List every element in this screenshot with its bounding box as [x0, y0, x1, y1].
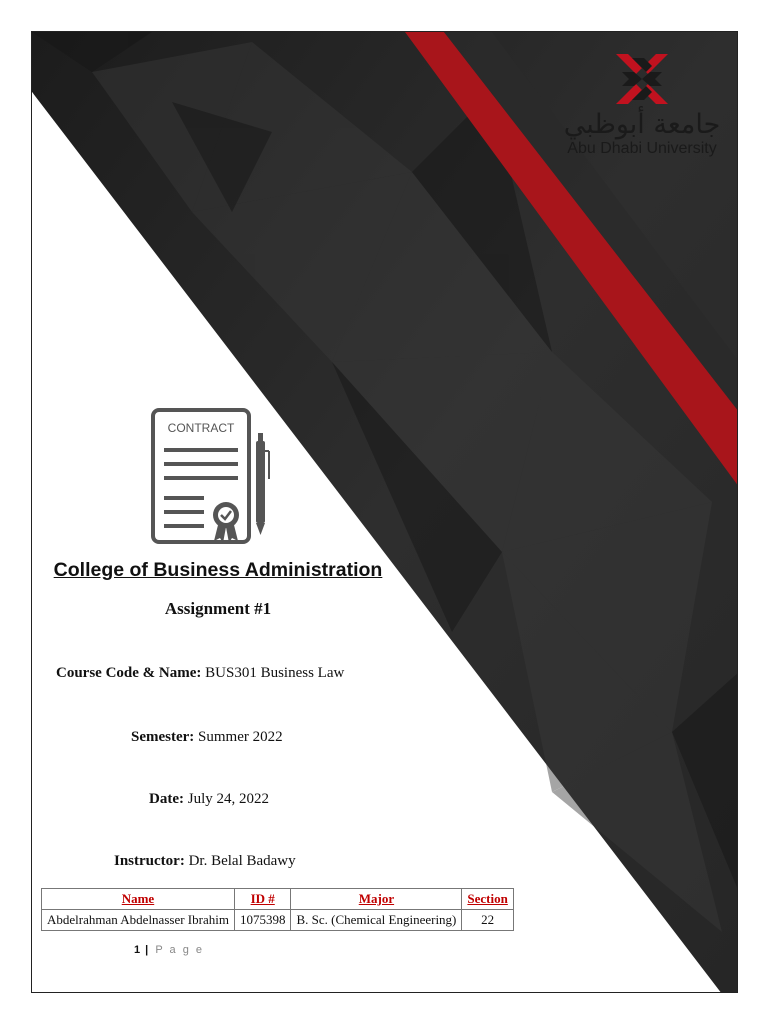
student-info-table — [41, 888, 514, 931]
date-label: Date: — [149, 791, 184, 807]
page-word: P a g e — [155, 944, 204, 956]
cell-id: 1075398 — [234, 910, 291, 931]
assignment-title: Assignment #1 — [164, 599, 272, 618]
course-field — [56, 665, 344, 682]
date-value: July 24, 2022 — [183, 791, 269, 807]
course-label: Course Code & Name: — [56, 665, 202, 681]
page-number: 1 — [134, 944, 141, 956]
header-major: Major — [291, 889, 462, 910]
contract-label: CONTRACT — [167, 421, 235, 435]
cell-name: Abdelrahman Abdelnasser Ibrahim — [42, 910, 235, 931]
semester-value: Summer 2022 — [194, 729, 283, 745]
instructor-label: Instructor: — [114, 853, 185, 869]
instructor-value: Dr. Belal Badawy — [184, 853, 296, 869]
table-row — [42, 910, 514, 931]
cell-major: B. Sc. (Chemical Engineering) — [291, 910, 462, 931]
logo-arabic-name: جامعة أبوظبي — [563, 109, 721, 140]
logo-english-name: Abu Dhabi University — [567, 140, 717, 157]
table-header-row — [42, 889, 514, 910]
header-name: Name — [42, 889, 235, 910]
page-separator: | — [140, 944, 156, 956]
college-title: College of Business Administration — [53, 559, 383, 581]
instructor-field — [114, 853, 296, 870]
adu-mark-icon — [612, 50, 672, 108]
contract-certificate-icon — [150, 407, 280, 547]
date-field — [149, 791, 269, 808]
page-footer — [134, 944, 204, 956]
geometric-background — [32, 32, 738, 993]
header-section: Section — [462, 889, 513, 910]
semester-field — [131, 729, 283, 746]
semester-label: Semester: — [131, 729, 195, 745]
cell-section: 22 — [462, 910, 513, 931]
course-value: BUS301 Business Law — [201, 665, 345, 681]
document-page — [31, 31, 738, 993]
header-id: ID # — [234, 889, 291, 910]
university-logo — [547, 50, 737, 170]
